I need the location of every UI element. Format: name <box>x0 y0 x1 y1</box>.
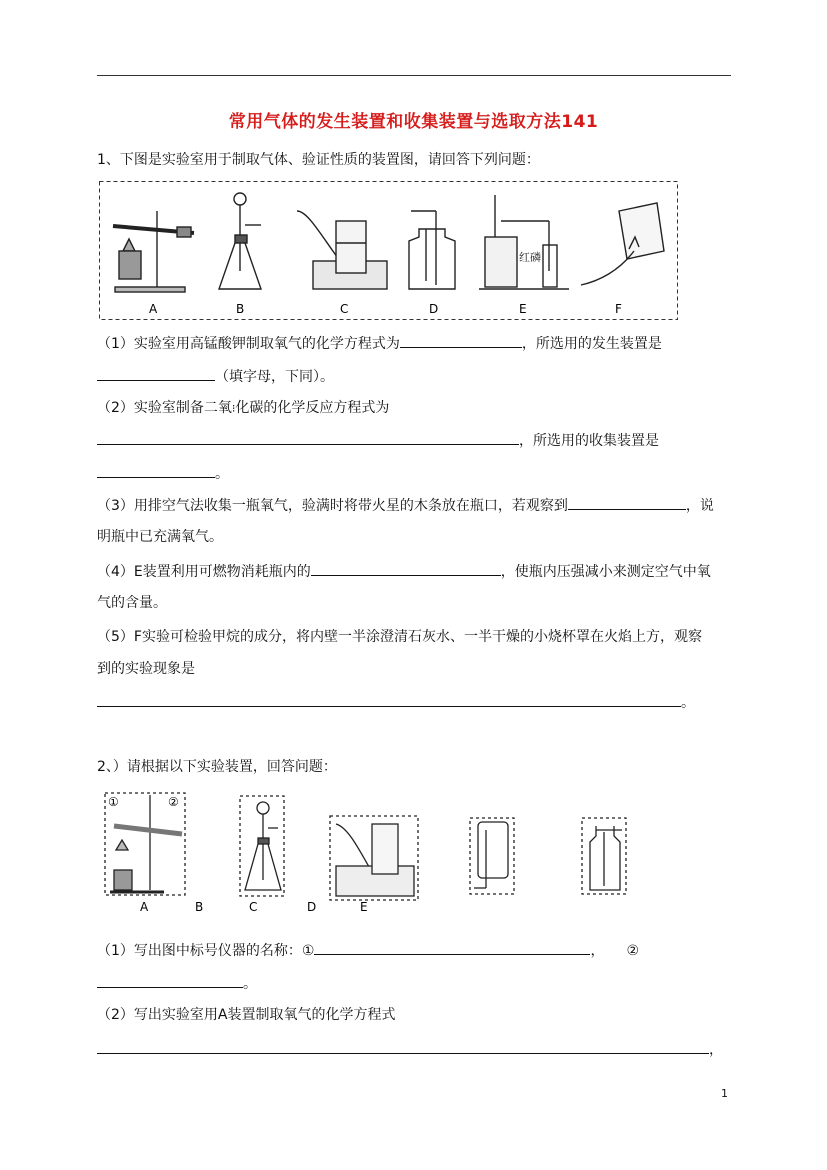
q1-label-b: B <box>236 302 245 316</box>
apparatus-c-icon <box>297 211 387 289</box>
q2-part2-blank[interactable] <box>97 1039 709 1054</box>
q1-stem: 1、下图是实验室用于制取气体、验证性质的装置图，请回答下列问题： <box>97 152 540 168</box>
q2-apparatus-c-icon <box>330 816 418 900</box>
q2-label-e: E <box>360 900 368 914</box>
q1-figure <box>99 181 679 321</box>
page-number: 1 <box>721 1087 728 1100</box>
q1-part5-blank[interactable] <box>97 692 681 707</box>
q1-part2-text-d: 。 <box>215 466 229 482</box>
q2-mark-2: ② <box>168 795 179 809</box>
q2-part1-line1 <box>97 940 639 961</box>
apparatus-a-icon <box>113 211 194 292</box>
q2-apparatus-d-icon <box>470 818 514 894</box>
q1-part2-line1 <box>97 398 389 419</box>
q2-apparatus-e-icon <box>582 818 626 894</box>
q2-part1-text-b: ， <box>590 943 605 959</box>
apparatus-d-icon <box>409 211 455 289</box>
q1-part2-line3 <box>97 463 229 484</box>
q2-label-b: B <box>195 900 204 914</box>
q1-part3-line1 <box>97 495 714 516</box>
q1-part1-line1 <box>97 333 662 354</box>
q1-part2-blank2[interactable] <box>97 463 215 478</box>
q1-part3-blank[interactable] <box>568 495 686 510</box>
q1-part4-line2: 气的含量。 <box>97 595 167 611</box>
q2-label-d: D <box>307 900 317 914</box>
q1-part2-line2 <box>97 430 659 451</box>
q2-part1-text-d: 。 <box>243 976 257 992</box>
q2-part2-text-b: ， <box>709 1042 723 1058</box>
q1-part3-text-a: （3）用排空气法收集一瓶氧气，验满时将带火星的木条放在瓶口，若观察到 <box>97 498 568 514</box>
apparatus-f-icon <box>581 203 664 285</box>
q2-mark-1: ① <box>108 795 119 809</box>
q1-part4-text-b: ，使瓶内压强减小来测定空气中氧 <box>500 564 711 580</box>
apparatus-b-icon <box>219 193 261 289</box>
q1-part1-text-a: （1）实验室用高锰酸钾制取氧气的化学方程式为 <box>97 336 400 352</box>
q2-part1-blank2[interactable] <box>97 973 243 988</box>
q1-label-d: D <box>429 302 439 316</box>
q1-label-c: C <box>340 302 349 316</box>
q1-part1-blank1[interactable] <box>400 333 522 348</box>
q1-figure-border <box>100 182 678 320</box>
q1-label-e: E <box>519 302 527 316</box>
q1-part2-blank1[interactable] <box>97 430 519 445</box>
q2-part1-text-a: （1）写出图中标号仪器的名称：① <box>97 943 315 959</box>
q2-part1-line2 <box>97 973 257 994</box>
q2-label-a: A <box>140 900 149 914</box>
q1-part2-text-c: ，所选用的收集装置是 <box>519 433 659 449</box>
q1-part5-text-c: 。 <box>681 695 695 711</box>
q1-label-a: A <box>149 302 158 316</box>
q1-label-f: F <box>615 302 622 316</box>
red-phosphorus-label: 红磷 <box>519 251 541 264</box>
q1-part5-line1: （5）F实验可检验甲烷的成分，将内壁一半涂澄清石灰水、一半干燥的小烧杯罩在火焰上方，观察 <box>97 629 702 645</box>
q1-part5-line3 <box>97 692 695 713</box>
q2-stem: 2、）请根据以下实验装置，回答问题： <box>97 759 337 775</box>
q2-part1-blank1[interactable] <box>314 940 590 955</box>
q1-part1-text-c: （填字母，下同）。 <box>215 369 334 385</box>
q1-part1-blank2[interactable] <box>97 366 215 381</box>
q1-part3-line2: 明瓶中已充满氧气。 <box>97 529 223 545</box>
q1-part2-text-a: （2）实验室制备二氧 <box>97 400 232 416</box>
q1-part1-text-b: ，所选用的发生装置是 <box>521 336 662 352</box>
q2-apparatus-b-icon <box>240 796 284 896</box>
page-title: 常用气体的发生装置和收集装置与选取方法141 <box>228 112 599 132</box>
apparatus-e-icon <box>479 195 569 289</box>
q1-part1-line2 <box>97 366 334 387</box>
q2-part2-line1: （2）写出实验室用A装置制取氧气的化学方程式 <box>97 1007 396 1023</box>
q1-part2-text-b: 化碳的化学反应方程式为 <box>235 400 390 416</box>
q2-part1-text-c: ② <box>626 943 640 959</box>
q1-part3-text-b: ，说 <box>685 498 714 514</box>
q1-part4-blank[interactable] <box>311 561 501 576</box>
q2-part2-line2 <box>97 1039 723 1060</box>
q1-part4-text-a: （4）E装置利用可燃物消耗瓶内的 <box>97 564 311 580</box>
q2-label-c: C <box>249 900 258 914</box>
q1-part2-glyph: ⁝ <box>231 402 236 415</box>
q2-figure <box>100 790 640 920</box>
q1-part4-line1 <box>97 561 711 582</box>
header-rule <box>97 75 731 76</box>
q1-part5-line2: 到的实验现象是 <box>97 661 195 677</box>
